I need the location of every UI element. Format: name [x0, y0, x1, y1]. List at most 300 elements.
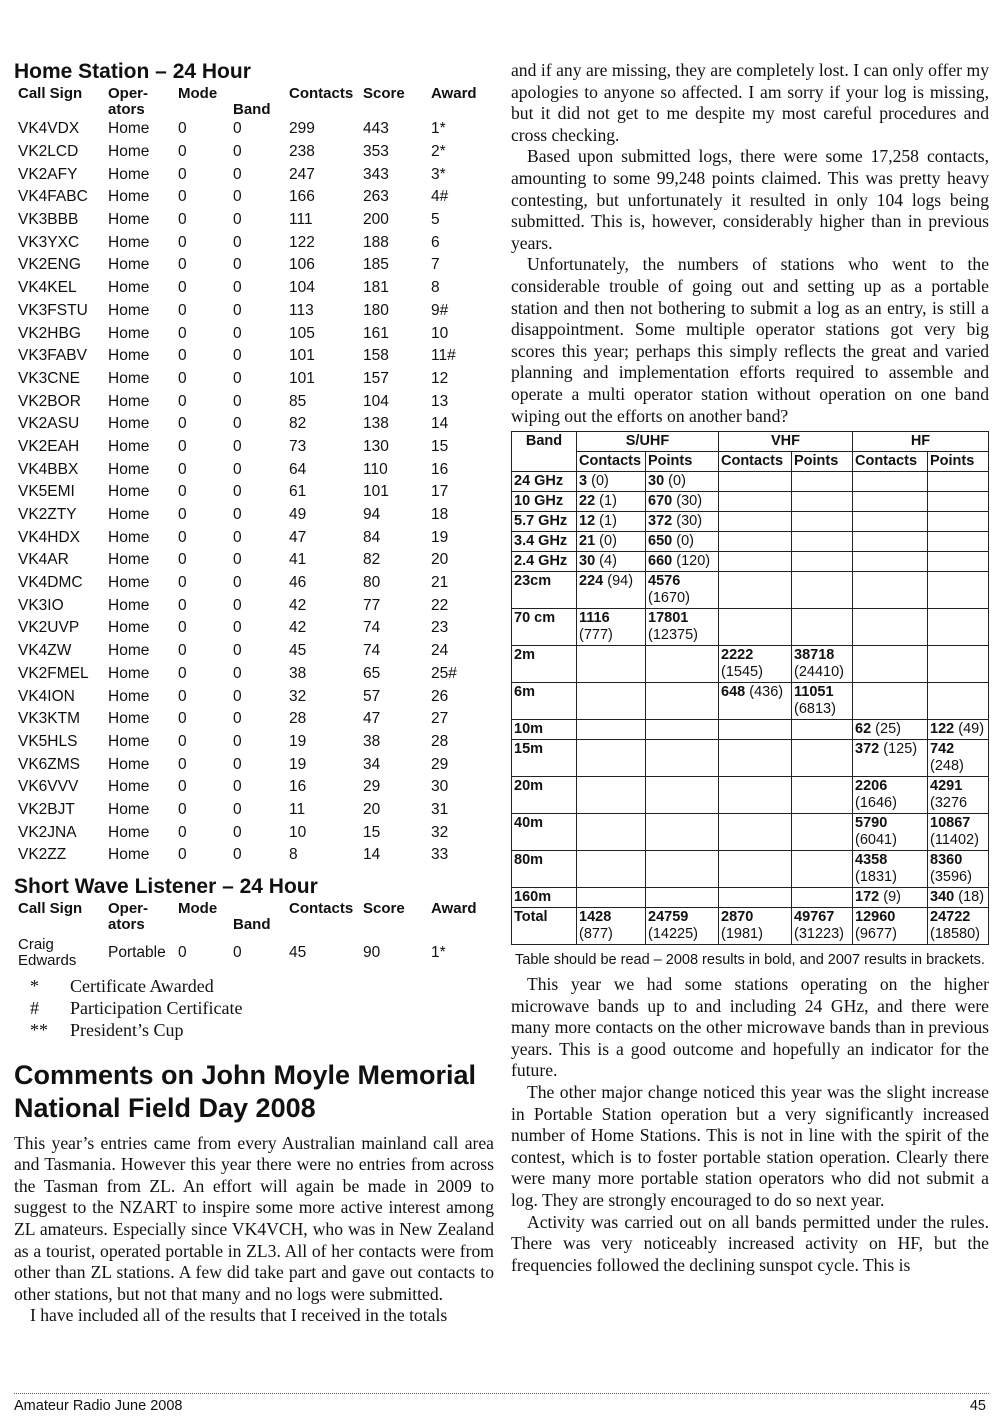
home-station-award: 21 — [431, 574, 449, 592]
home-station-award: 12 — [431, 369, 449, 387]
result-2007: (9) — [883, 889, 901, 906]
band-cell-suhf-contacts — [577, 851, 646, 888]
right-paragraph-1: and if any are missing, they are completely lost. I can only offer my apologies to anyone so affected. I am sorry if your log is missing, but it did not get to me despite my most careful procedures and cross checking. — [511, 60, 989, 145]
band-cell-vhf-points — [792, 552, 853, 572]
home-station-mode: 0 — [178, 120, 187, 138]
home-station-row — [14, 753, 491, 776]
result-2008: 650 — [648, 533, 673, 550]
band-row — [512, 720, 989, 740]
home-station-band: 0 — [233, 165, 242, 183]
comments-title: Comments on John Moyle Memorial National Field Day 2008 — [14, 1059, 477, 1123]
home-station-row — [14, 209, 491, 232]
band-cell-hf-contacts — [853, 492, 928, 512]
home-station-call-sign: VK4HDX — [18, 528, 81, 546]
band-row — [512, 609, 989, 646]
band-cell-suhf-points — [646, 609, 719, 646]
home-station-score: 20 — [363, 800, 381, 818]
home-station-contacts: 42 — [289, 619, 307, 637]
home-station-band: 0 — [233, 574, 242, 592]
band-cell-suhf-contacts — [577, 720, 646, 740]
home-station-contacts: 166 — [289, 188, 315, 206]
result-2007: (18) — [958, 889, 985, 906]
band-table-header-row-2 — [512, 452, 989, 472]
band-cell-suhf-points — [646, 888, 719, 908]
band-cell-suhf-contacts — [577, 609, 646, 646]
home-station-score: 15 — [363, 823, 381, 841]
band-cell-hf-points — [928, 814, 989, 851]
result-2008: 30 — [579, 553, 596, 570]
result-2007: (125) — [883, 741, 918, 758]
home-station-score: 161 — [363, 324, 389, 342]
home-station-mode: 0 — [178, 619, 187, 637]
home-station-operators: Home — [108, 642, 150, 660]
home-station-contacts: 38 — [289, 664, 307, 682]
band-cell-hf-contacts — [853, 512, 928, 532]
home-station-score: 180 — [363, 301, 389, 319]
home-station-award: 13 — [431, 392, 449, 410]
home-station-operators: Home — [108, 619, 150, 637]
home-station-call-sign: VK3KTM — [18, 710, 81, 728]
result-2008: 4358 — [855, 852, 888, 869]
home-station-mode: 0 — [178, 664, 187, 682]
band-header: Band — [512, 432, 577, 472]
home-station-mode: 0 — [178, 233, 187, 251]
band-label: 160m — [512, 888, 577, 908]
band-cell-suhf-points — [646, 814, 719, 851]
suhf-contacts-header: Contacts — [577, 452, 646, 472]
band-label: 40m — [512, 814, 577, 851]
band-row — [512, 740, 989, 777]
home-station-award: 15 — [431, 437, 449, 455]
home-station-award: 33 — [431, 846, 449, 864]
home-station-contacts: 11 — [289, 800, 306, 818]
home-station-call-sign: VK2UVP — [18, 619, 80, 637]
home-station-contacts: 82 — [289, 415, 307, 433]
home-station-score: 104 — [363, 392, 389, 410]
result-2007: (0) — [599, 533, 617, 550]
home-station-score: 181 — [363, 279, 389, 297]
band-cell-suhf-contacts — [577, 777, 646, 814]
result-2007: (31223) — [794, 926, 844, 943]
band-label: 15m — [512, 740, 577, 777]
home-station-operators: Home — [108, 732, 150, 750]
home-station-operators: Home — [108, 369, 150, 387]
home-station-score: 185 — [363, 256, 389, 274]
band-label: 20m — [512, 777, 577, 814]
home-station-row — [14, 368, 491, 391]
home-station-operators: Home — [108, 211, 150, 229]
band-cell-vhf-contacts — [719, 532, 792, 552]
result-2008: 1116 — [579, 610, 610, 627]
home-station-band: 0 — [233, 301, 242, 319]
home-station-contacts: 101 — [289, 369, 315, 387]
result-2008: 17801 — [648, 610, 689, 627]
home-station-mode: 0 — [178, 596, 187, 614]
swl-award: 1* — [431, 943, 446, 961]
result-2007: (1831) — [855, 869, 897, 886]
home-station-score: 74 — [363, 619, 381, 637]
home-station-call-sign: VK4ZW — [18, 642, 72, 660]
home-station-call-sign: VK2FMEL — [18, 664, 89, 682]
home-station-band: 0 — [233, 369, 242, 387]
result-2008: 4576 — [648, 573, 681, 590]
hf-points-header: Points — [928, 452, 989, 472]
band-cell-hf-points — [928, 908, 989, 945]
home-station-rows — [14, 118, 491, 867]
home-station-operators: Home — [108, 687, 150, 705]
home-station-operators: Home — [108, 596, 150, 614]
header-call-sign: Call Sign — [18, 85, 83, 102]
result-2007: (24410) — [794, 664, 844, 681]
home-station-call-sign: VK2LCD — [18, 143, 79, 161]
home-station-contacts: 8 — [289, 846, 298, 864]
band-cell-suhf-contacts — [577, 814, 646, 851]
vhf-header: VHF — [719, 432, 853, 452]
home-station-operators: Home — [108, 347, 150, 365]
result-2007: (9677) — [855, 926, 897, 943]
home-station-award: 29 — [431, 755, 449, 773]
band-cell-hf-contacts — [853, 777, 928, 814]
result-2007: (6041) — [855, 832, 897, 849]
result-2008: 49767 — [794, 909, 835, 926]
home-station-contacts: 49 — [289, 506, 307, 524]
home-station-award: 5 — [431, 211, 440, 229]
home-station-contacts: 47 — [289, 528, 307, 546]
home-station-operators: Home — [108, 392, 150, 410]
band-cell-vhf-contacts — [719, 492, 792, 512]
home-station-call-sign: VK2ASU — [18, 415, 80, 433]
home-station-mode: 0 — [178, 483, 187, 501]
result-2008: 2206 — [855, 778, 888, 795]
band-cell-vhf-points — [792, 720, 853, 740]
band-cell-vhf-points — [792, 888, 853, 908]
home-station-call-sign: VK3IO — [18, 596, 64, 614]
home-station-score: 77 — [363, 596, 381, 614]
swl-header-row — [14, 901, 491, 933]
result-2007: (248) — [930, 758, 964, 775]
band-cell-hf-contacts — [853, 720, 928, 740]
result-2007: (1) — [599, 493, 617, 510]
home-station-contacts: 238 — [289, 143, 315, 161]
home-station-row — [14, 458, 491, 481]
band-cell-vhf-points — [792, 492, 853, 512]
result-2008: 224 — [579, 573, 604, 590]
band-cell-hf-points — [928, 851, 989, 888]
left-column — [14, 58, 494, 1327]
home-station-contacts: 19 — [289, 755, 307, 773]
home-station-row — [14, 504, 491, 527]
home-station-operators: Home — [108, 301, 150, 319]
home-station-band: 0 — [233, 619, 242, 637]
home-station-band: 0 — [233, 460, 242, 478]
home-station-mode: 0 — [178, 143, 187, 161]
result-2007: (1646) — [855, 795, 897, 812]
home-station-operators: Home — [108, 528, 150, 546]
result-2007: (0) — [668, 473, 686, 490]
home-station-operators: Home — [108, 823, 150, 841]
home-station-award: 1* — [431, 120, 446, 138]
band-row — [512, 572, 989, 609]
home-station-band: 0 — [233, 642, 242, 660]
home-station-score: 158 — [363, 347, 389, 365]
band-cell-hf-contacts — [853, 472, 928, 492]
home-station-call-sign: VK2AFY — [18, 165, 78, 183]
band-row — [512, 532, 989, 552]
home-station-mode: 0 — [178, 710, 187, 728]
home-station-mode: 0 — [178, 732, 187, 750]
swl-operators: Portable — [108, 943, 166, 961]
legend-symbol: ** — [30, 1019, 48, 1040]
home-station-mode: 0 — [178, 256, 187, 274]
home-station-band: 0 — [233, 710, 242, 728]
band-cell-hf-contacts — [853, 908, 928, 945]
home-station-contacts: 46 — [289, 574, 307, 592]
home-station-award: 17 — [431, 483, 449, 501]
home-station-contacts: 42 — [289, 596, 307, 614]
home-station-award: 30 — [431, 778, 449, 796]
band-cell-vhf-points — [792, 908, 853, 945]
result-2008: 12960 — [855, 909, 896, 926]
band-cell-suhf-points — [646, 472, 719, 492]
home-station-band: 0 — [233, 846, 242, 864]
home-station-mode: 0 — [178, 188, 187, 206]
hf-contacts-header: Contacts — [853, 452, 928, 472]
home-station-score: 130 — [363, 437, 389, 455]
home-station-award: 27 — [431, 710, 449, 728]
swl-header-score: Score — [363, 899, 405, 917]
result-2008: 670 — [648, 493, 673, 510]
home-station-band: 0 — [233, 732, 242, 750]
band-label: 70 cm — [512, 609, 577, 646]
home-station-operators: Home — [108, 778, 150, 796]
band-cell-suhf-points — [646, 492, 719, 512]
home-station-band: 0 — [233, 800, 242, 818]
band-label: 10m — [512, 720, 577, 740]
band-label: 2m — [512, 646, 577, 683]
home-station-row — [14, 821, 491, 844]
band-label: 2.4 GHz — [512, 552, 577, 572]
result-2008: 340 — [930, 889, 955, 906]
result-2007: (14225) — [648, 926, 698, 943]
home-station-operators: Home — [108, 664, 150, 682]
home-station-award: 28 — [431, 732, 449, 750]
result-2007: (3596) — [930, 869, 972, 886]
band-cell-hf-contacts — [853, 740, 928, 777]
home-station-call-sign: VK4VDX — [18, 120, 80, 138]
swl-header-mode: Mode — [178, 899, 218, 917]
home-station-band: 0 — [233, 392, 242, 410]
band-row — [512, 888, 989, 908]
result-2008: 2222 — [721, 647, 754, 664]
swl-header-award: Award — [431, 899, 477, 917]
home-station-row — [14, 345, 491, 368]
header-contacts: Contacts — [289, 85, 354, 102]
home-station-band: 0 — [233, 415, 242, 433]
band-cell-vhf-points — [792, 851, 853, 888]
home-station-band: 0 — [233, 279, 242, 297]
band-label: 10 GHz — [512, 492, 577, 512]
result-2008: 172 — [855, 889, 880, 906]
home-station-award: 25# — [431, 664, 457, 682]
home-station-mode: 0 — [178, 687, 187, 705]
home-station-band: 0 — [233, 120, 242, 138]
band-label: 80m — [512, 851, 577, 888]
home-station-row — [14, 549, 491, 572]
result-2007: (6813) — [794, 701, 836, 718]
swl-score: 90 — [363, 943, 381, 961]
band-cell-vhf-points — [792, 646, 853, 683]
band-cell-suhf-contacts — [577, 572, 646, 609]
result-2008: 648 — [721, 684, 746, 701]
band-cell-hf-points — [928, 572, 989, 609]
home-station-contacts: 64 — [289, 460, 307, 478]
home-station-award: 11# — [431, 347, 456, 365]
header-award: Award — [431, 85, 477, 102]
home-station-operators: Home — [108, 279, 150, 297]
home-station-score: 343 — [363, 165, 389, 183]
band-cell-suhf-points — [646, 720, 719, 740]
home-station-mode: 0 — [178, 528, 187, 546]
band-cell-hf-points — [928, 888, 989, 908]
home-station-band: 0 — [233, 551, 242, 569]
home-station-contacts: 41 — [289, 551, 307, 569]
home-station-score: 94 — [363, 506, 381, 524]
result-2008: 122 — [930, 721, 955, 738]
result-2008: 22 — [579, 493, 596, 510]
home-station-award: 18 — [431, 506, 449, 524]
right-column — [511, 60, 989, 1276]
swl-row — [14, 933, 491, 973]
legend-text: President’s Cup — [70, 1019, 184, 1040]
home-station-contacts: 61 — [289, 483, 307, 501]
home-station-award: 31 — [431, 800, 449, 818]
band-cell-suhf-contacts — [577, 646, 646, 683]
band-cell-hf-points — [928, 512, 989, 532]
legend-item — [14, 997, 494, 1019]
home-station-mode: 0 — [178, 574, 187, 592]
home-station-band: 0 — [233, 506, 242, 524]
home-station-row — [14, 731, 491, 754]
home-station-contacts: 73 — [289, 437, 307, 455]
result-2008: 10867 — [930, 815, 971, 832]
home-station-score: 138 — [363, 415, 389, 433]
home-station-contacts: 113 — [289, 301, 314, 319]
result-2007: (0) — [676, 533, 694, 550]
result-2007: (3276 — [930, 795, 968, 812]
home-station-call-sign: VK3FSTU — [18, 301, 88, 319]
home-station-mode: 0 — [178, 460, 187, 478]
result-2008: 3 — [579, 473, 588, 490]
result-2008: 372 — [855, 741, 880, 758]
home-station-mode: 0 — [178, 823, 187, 841]
band-cell-vhf-contacts — [719, 609, 792, 646]
band-cell-vhf-contacts — [719, 814, 792, 851]
swl-band: 0 — [233, 943, 242, 961]
swl-header-contacts: Contacts — [289, 899, 354, 917]
band-cell-suhf-contacts — [577, 492, 646, 512]
band-cell-vhf-points — [792, 740, 853, 777]
swl-mode: 0 — [178, 943, 187, 961]
right-paragraph-5: The other major change noticed this year was the slight increase in Portable Station operation but a very significantly increased number of Home Stations. This is not in line with the spirit of the contest, which is to foster portable station operation. Clearly there were many more portable station operators who did not submit a log. They are strongly encouraged to do so next year. — [511, 1082, 989, 1211]
home-station-award: 19 — [431, 528, 449, 546]
suhf-header: S/UHF — [577, 432, 719, 452]
home-station-row — [14, 663, 491, 686]
home-station-band: 0 — [233, 664, 242, 682]
band-cell-suhf-points — [646, 552, 719, 572]
home-station-award: 7 — [431, 256, 440, 274]
band-row — [512, 851, 989, 888]
band-cell-hf-contacts — [853, 552, 928, 572]
home-station-contacts: 85 — [289, 392, 307, 410]
home-station-row — [14, 776, 491, 799]
result-2007: (4) — [599, 553, 617, 570]
home-station-band: 0 — [233, 324, 242, 342]
home-station-mode: 0 — [178, 846, 187, 864]
band-cell-suhf-contacts — [577, 888, 646, 908]
band-cell-suhf-contacts — [577, 472, 646, 492]
home-station-row — [14, 118, 491, 141]
result-2008: 2870 — [721, 909, 754, 926]
home-station-contacts: 111 — [289, 211, 313, 229]
legend-item — [14, 1019, 494, 1041]
result-2007: (120) — [676, 553, 711, 570]
swl-call-sign: Craig Edwards — [18, 935, 77, 969]
band-cell-suhf-points — [646, 532, 719, 552]
band-row — [512, 908, 989, 945]
home-station-row — [14, 141, 491, 164]
home-station-call-sign: VK2BOR — [18, 392, 81, 410]
home-station-mode: 0 — [178, 369, 187, 387]
home-station-band: 0 — [233, 823, 242, 841]
band-cell-hf-points — [928, 609, 989, 646]
home-station-mode: 0 — [178, 392, 187, 410]
result-2007: (30) — [676, 493, 703, 510]
band-cell-hf-contacts — [853, 609, 928, 646]
comments-paragraph-2: I have included all of the results that I received in the totals — [30, 1305, 448, 1326]
legend-text: Participation Certificate — [70, 997, 243, 1018]
home-station-call-sign: VK2BJT — [18, 800, 75, 818]
band-label: 6m — [512, 683, 577, 720]
right-paragraph-4: This year we had some stations operating on the higher microwave bands up to and including 24 GHz, and there were many more contacts on the other microwave bands than in previous years. This is a good outcome and hopefully an indicator for the future. — [511, 974, 989, 1081]
swl-header-call-sign: Call Sign — [18, 899, 83, 917]
home-station-mode: 0 — [178, 415, 187, 433]
home-station-operators: Home — [108, 755, 150, 773]
home-station-row — [14, 163, 491, 186]
band-cell-hf-contacts — [853, 888, 928, 908]
band-row — [512, 777, 989, 814]
home-station-row — [14, 277, 491, 300]
result-2008: 4291 — [930, 778, 963, 795]
home-station-call-sign: VK5EMI — [18, 483, 75, 501]
band-cell-suhf-points — [646, 683, 719, 720]
home-station-row — [14, 708, 491, 731]
band-cell-hf-points — [928, 552, 989, 572]
home-station-score: 47 — [363, 710, 381, 728]
home-station-score: 29 — [363, 778, 381, 796]
home-station-score: 263 — [363, 188, 389, 206]
home-station-operators: Home — [108, 800, 150, 818]
home-station-band: 0 — [233, 778, 242, 796]
home-station-row — [14, 572, 491, 595]
home-station-table — [14, 86, 491, 867]
result-2007: (436) — [749, 684, 784, 701]
home-station-score: 57 — [363, 687, 381, 705]
home-station-call-sign: VK2ENG — [18, 256, 81, 274]
home-station-contacts: 122 — [289, 233, 315, 251]
band-row — [512, 512, 989, 532]
home-station-mode: 0 — [178, 642, 187, 660]
home-station-score: 188 — [363, 233, 389, 251]
